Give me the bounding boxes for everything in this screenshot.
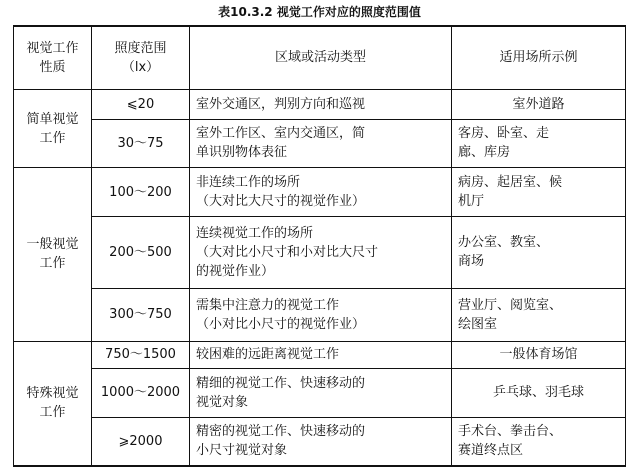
nature-line: 工作 (39, 256, 66, 272)
area-cell (190, 89, 452, 119)
nature-line: 简单视觉 (26, 111, 79, 127)
examples-line: 手术台、拳击台、 (458, 424, 563, 440)
table-caption: 表10.3.2 视觉工作对应的照度范围值 (218, 5, 421, 19)
examples-line: 客房、卧室、走 (458, 126, 550, 142)
examples-line: 乒乓球、羽毛球 (492, 385, 584, 401)
area-line: 非连续工作的场所 (196, 175, 301, 191)
examples-line: 室外道路 (512, 96, 565, 112)
examples-cell (452, 119, 626, 168)
examples-line: 一般体育场馆 (499, 347, 578, 363)
examples-line: 病房、起居室、候 (458, 175, 563, 191)
area-line: （大对比小尺寸和小对比大尺寸 (196, 244, 379, 260)
examples-line: 机厅 (458, 194, 485, 210)
examples-line: 赛道终点区 (458, 443, 524, 459)
examples-cell (452, 216, 626, 288)
table-row (14, 89, 626, 119)
area-line: 精密的视觉工作、快速移动的 (196, 424, 366, 440)
range-cell: ⩽20 (92, 89, 190, 119)
table-row (14, 216, 626, 288)
examples-line: 营业厅、阅览室、 (458, 297, 563, 313)
area-line: 室外工作区、室内交通区，简 (196, 126, 366, 142)
header-nature-line: 性质 (39, 59, 66, 75)
table-row (14, 417, 626, 466)
examples-line: 办公室、教室、 (458, 235, 550, 251)
area-line: （大对比大尺寸的视觉作业） (196, 194, 366, 210)
nature-line: 特殊视觉 (26, 386, 79, 402)
range-cell: 1000～2000 (92, 369, 190, 418)
examples-line: 绘图室 (458, 316, 498, 332)
examples-line: 廊、库房 (458, 145, 511, 161)
header-illuminance-line: （lx） (121, 59, 160, 75)
table-row (14, 341, 626, 369)
area-cell (190, 369, 452, 418)
area-line: 视觉对象 (196, 394, 249, 410)
area-line: （小对比小尺寸的视觉作业） (196, 316, 366, 332)
table-row (14, 288, 626, 341)
area-cell (190, 288, 452, 341)
area-cell (190, 119, 452, 168)
examples-cell (452, 89, 626, 119)
range-cell: 100～200 (92, 168, 190, 217)
nature-line: 工作 (39, 405, 66, 421)
nature-cell-general (14, 168, 92, 341)
header-illuminance (92, 26, 190, 89)
range-cell: 300～750 (92, 288, 190, 341)
range-cell: 200～500 (92, 216, 190, 288)
table-row (14, 168, 626, 217)
header-illuminance-line: 照度范围 (114, 40, 167, 56)
range-cell: ⩾2000 (92, 417, 190, 466)
area-line: 的视觉作业） (196, 263, 275, 279)
header-examples: 适用场所示例 (452, 26, 626, 89)
area-line: 小尺寸视觉对象 (196, 443, 288, 459)
examples-line: 商场 (458, 254, 485, 270)
header-row (14, 26, 626, 89)
illuminance-table (13, 25, 626, 467)
area-cell (190, 341, 452, 369)
area-line: 室外交通区，判别方向和巡视 (196, 96, 366, 112)
range-cell: 750～1500 (92, 341, 190, 369)
table-row (14, 369, 626, 418)
header-nature (14, 26, 92, 89)
header-nature-line: 视觉工作 (26, 40, 79, 56)
examples-cell (452, 369, 626, 418)
area-line: 单识别物体表征 (196, 145, 288, 161)
table-row (14, 119, 626, 168)
area-line: 连续视觉工作的场所 (196, 225, 314, 241)
area-cell (190, 168, 452, 217)
nature-cell-special (14, 341, 92, 466)
examples-cell (452, 417, 626, 466)
examples-cell (452, 341, 626, 369)
header-area: 区域或活动类型 (190, 26, 452, 89)
nature-cell-simple (14, 89, 92, 167)
examples-cell (452, 288, 626, 341)
area-line: 较困难的远距离视觉工作 (196, 347, 340, 363)
area-cell (190, 216, 452, 288)
range-cell: 30～75 (92, 119, 190, 168)
examples-cell (452, 168, 626, 217)
area-line: 需集中注意力的视觉工作 (196, 297, 340, 313)
area-cell (190, 417, 452, 466)
nature-line: 一般视觉 (26, 237, 79, 253)
nature-line: 工作 (39, 130, 66, 146)
area-line: 精细的视觉工作、快速移动的 (196, 375, 366, 391)
